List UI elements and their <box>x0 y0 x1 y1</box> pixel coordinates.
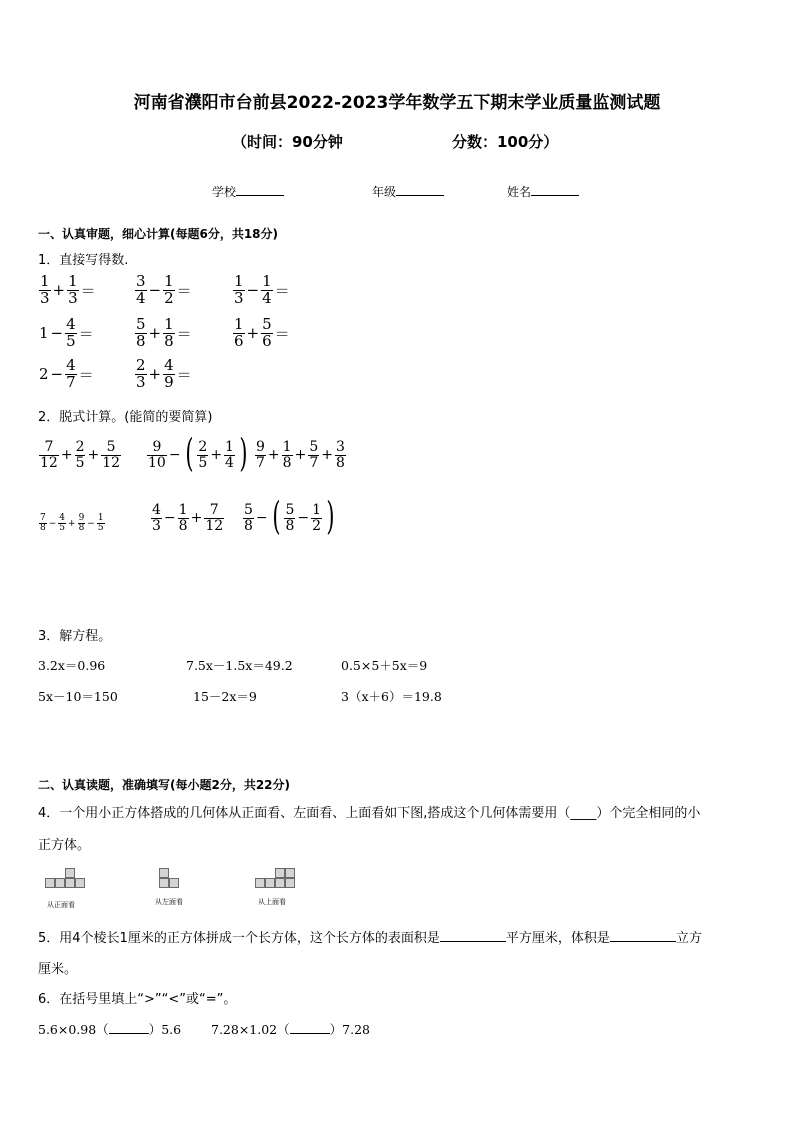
numerator: 9 <box>78 513 85 523</box>
exam-time: （时间：90分钟 <box>232 133 343 151</box>
whole-number: 1 <box>39 324 49 343</box>
equation-2: 7.5x－1.5x＝49.2 <box>186 658 293 673</box>
fraction <box>255 440 266 470</box>
q5-part-b: 平方厘米，体积是 <box>505 931 610 946</box>
numerator: 5 <box>106 439 116 455</box>
numerator: 1 <box>178 502 188 518</box>
q1-expression <box>232 317 291 350</box>
fraction <box>163 274 175 307</box>
operator: + <box>294 447 307 464</box>
numerator: 4 <box>164 356 174 374</box>
q6-item-1-right: ）5.6 <box>148 1022 182 1037</box>
equation-4: 5x－10＝150 <box>38 689 118 704</box>
denominator: 2 <box>312 517 322 534</box>
denominator: 5 <box>97 523 104 534</box>
left-view-figure <box>157 864 181 892</box>
q1-expression <box>38 274 97 307</box>
page-title: 河南省濮阳市台前县2022-2023学年数学五下期末学业质量监测试题 <box>133 93 661 113</box>
fraction <box>284 503 295 533</box>
equation-5: 15－2x＝9 <box>193 689 257 704</box>
q6-blank-1[interactable] <box>109 1021 149 1034</box>
numerator: 2 <box>136 356 146 374</box>
q5-area-blank[interactable] <box>440 929 506 942</box>
whole-number: 2 <box>39 365 49 384</box>
fraction <box>178 503 189 533</box>
denominator: 4 <box>262 288 272 307</box>
denominator: 3 <box>152 517 161 534</box>
fraction <box>151 503 162 533</box>
denominator: 7 <box>66 372 76 391</box>
q2-expression <box>150 503 225 533</box>
q6-blank-2[interactable] <box>290 1021 330 1034</box>
school-label: 学校 <box>212 185 237 199</box>
equals-sign: ＝ <box>176 365 192 384</box>
operator: + <box>321 447 333 464</box>
equation-1: 3.2x＝0.96 <box>38 658 106 673</box>
q1-expression <box>38 358 95 391</box>
fraction <box>39 274 51 307</box>
operator: − <box>297 510 310 526</box>
equals-sign: ＝ <box>78 365 94 384</box>
operator: + <box>190 510 203 527</box>
denominator: 2 <box>164 288 174 307</box>
numerator: 1 <box>164 272 174 290</box>
fraction <box>39 440 59 470</box>
q4-text-cont: 正方体。 <box>38 838 91 853</box>
numerator: 9 <box>256 439 265 455</box>
denominator: 8 <box>285 517 295 534</box>
numerator: 5 <box>136 315 146 333</box>
q1-expression <box>134 358 193 391</box>
q4-text: 4．一个用小正方体搭成的几何体从正面看、左面看、上面看如下图,搭成这个几何体需要用（____）个完全相同的小 <box>38 806 701 821</box>
top-view-figure <box>253 864 297 892</box>
numerator: 3 <box>335 439 345 455</box>
denominator: 8 <box>40 523 46 534</box>
q2-expression <box>38 514 106 534</box>
fraction <box>65 317 77 350</box>
equation-3: 0.5×5＋5x＝9 <box>341 658 428 673</box>
fraction <box>97 514 105 534</box>
denominator: 5 <box>75 454 85 471</box>
right-paren: ) <box>326 494 335 538</box>
top-view-label: 从上面看 <box>258 898 286 906</box>
operator: + <box>148 324 162 343</box>
left-paren: ( <box>271 494 281 538</box>
fraction <box>39 514 47 534</box>
denominator: 3 <box>68 288 78 307</box>
q1-expression <box>38 317 95 350</box>
operator: + <box>52 281 66 300</box>
denominator: 5 <box>198 454 208 471</box>
operator: − <box>87 518 95 529</box>
fraction <box>147 440 167 470</box>
numerator: 4 <box>66 356 76 374</box>
numerator: 1 <box>282 439 292 455</box>
operator: − <box>50 324 64 343</box>
exam-score: 分数：100分） <box>452 133 559 151</box>
numerator: 1 <box>234 272 244 290</box>
numerator: 7 <box>40 513 46 523</box>
q2-expression <box>254 440 347 470</box>
numerator: 1 <box>40 272 50 290</box>
fraction <box>261 274 273 307</box>
name-label: 姓名 <box>507 185 532 199</box>
operator: + <box>87 447 100 464</box>
equals-sign: ＝ <box>176 281 192 300</box>
denominator: 6 <box>262 331 272 350</box>
fraction <box>224 440 235 470</box>
operator: − <box>246 281 260 300</box>
name-blank[interactable] <box>531 183 579 196</box>
q6-item-1 <box>38 1020 181 1038</box>
numerator: 1 <box>68 272 78 290</box>
operator: − <box>168 447 181 463</box>
q1-expression <box>134 274 193 307</box>
denominator: 5 <box>66 331 76 350</box>
fraction <box>65 358 77 391</box>
numerator: 9 <box>152 438 162 455</box>
q6-label: 6．在括号里填上“>”“<”或“=”。 <box>38 992 237 1007</box>
fraction <box>163 358 175 391</box>
denominator: 7 <box>309 454 319 471</box>
numerator: 5 <box>244 501 253 518</box>
fraction <box>163 317 175 350</box>
equation-6: 3（x＋6）＝19.8 <box>341 689 442 704</box>
right-paren: ) <box>239 431 248 475</box>
q1-expression <box>134 317 193 350</box>
equals-sign: ＝ <box>274 281 290 300</box>
grade-label: 年级 <box>372 185 397 199</box>
fraction <box>204 503 224 533</box>
operator: + <box>246 324 260 343</box>
grade-blank[interactable] <box>396 183 444 196</box>
denominator: 7 <box>256 454 265 471</box>
denominator: 12 <box>102 454 121 471</box>
denominator: 4 <box>225 454 234 471</box>
left-paren: ( <box>184 431 194 475</box>
equals-sign: ＝ <box>80 281 96 300</box>
numerator: 2 <box>198 438 208 455</box>
denominator: 8 <box>244 517 253 534</box>
fraction <box>261 317 273 350</box>
numerator: 1 <box>234 315 244 333</box>
grade-field[interactable] <box>372 183 444 200</box>
numerator: 5 <box>262 315 272 333</box>
q6-item-2 <box>211 1020 370 1038</box>
fraction <box>197 440 208 470</box>
q5-part-c: 立方 <box>675 931 702 946</box>
fraction <box>135 358 147 391</box>
fraction <box>282 440 293 470</box>
q2-expression <box>38 440 122 470</box>
denominator: 12 <box>205 517 224 534</box>
fraction <box>233 274 245 307</box>
fraction <box>311 503 322 533</box>
fraction <box>233 317 245 350</box>
operator: − <box>148 281 162 300</box>
name-field[interactable] <box>507 183 579 200</box>
operator: + <box>68 518 76 529</box>
denominator: 3 <box>234 288 244 307</box>
numerator: 1 <box>262 272 272 290</box>
numerator: 1 <box>312 501 322 518</box>
numerator: 7 <box>44 439 54 455</box>
q2-label: 2．脱式计算。(能简的要简算) <box>38 410 213 425</box>
numerator: 7 <box>209 502 219 518</box>
denominator: 8 <box>335 454 345 471</box>
numerator: 4 <box>59 513 66 523</box>
fraction <box>308 440 319 470</box>
q5-text-cont: 厘米。 <box>38 962 78 977</box>
denominator: 5 <box>59 523 66 534</box>
equals-sign: ＝ <box>78 324 94 343</box>
fraction <box>135 274 147 307</box>
fraction <box>335 440 346 470</box>
denominator: 12 <box>40 454 58 471</box>
denominator: 8 <box>136 331 146 350</box>
school-field[interactable] <box>212 183 284 200</box>
q2-expression <box>242 494 338 538</box>
fraction <box>58 514 66 534</box>
numerator: 1 <box>225 438 234 455</box>
fraction <box>135 317 147 350</box>
numerator: 4 <box>66 315 76 333</box>
operator: − <box>48 518 57 529</box>
denominator: 10 <box>148 454 166 471</box>
numerator: 5 <box>309 439 319 455</box>
operator: + <box>267 447 280 464</box>
fraction <box>243 503 254 533</box>
school-blank[interactable] <box>236 183 284 196</box>
q6-item-2-left: 7.28×1.02（ <box>211 1022 290 1037</box>
operator: + <box>148 365 162 384</box>
denominator: 3 <box>136 372 146 391</box>
denominator: 8 <box>78 523 85 534</box>
fraction <box>101 440 121 470</box>
front-view-figure <box>43 864 87 892</box>
fraction <box>78 514 86 534</box>
q6-item-2-right: ）7.28 <box>329 1022 370 1037</box>
q2-expression <box>146 431 251 475</box>
equals-sign: ＝ <box>274 324 290 343</box>
fraction <box>67 274 79 307</box>
q1-expression <box>232 274 291 307</box>
left-view-label: 从左面看 <box>155 898 183 906</box>
denominator: 8 <box>164 331 174 350</box>
numerator: 5 <box>285 501 295 518</box>
denominator: 3 <box>40 288 50 307</box>
section2-heading: 二、认真读题，准确填写(每小题2分，共22分) <box>38 778 291 792</box>
denominator: 6 <box>234 331 244 350</box>
q5-part-a: 5．用4个棱长1厘米的正方体拼成一个长方体，这个长方体的表面积是 <box>38 931 440 946</box>
q1-label: 1．直接写得数. <box>38 253 129 268</box>
denominator: 4 <box>136 288 146 307</box>
q6-item-1-left: 5.6×0.98（ <box>38 1022 109 1037</box>
numerator: 2 <box>75 439 85 455</box>
q5-volume-blank[interactable] <box>610 929 676 942</box>
numerator: 1 <box>164 315 174 333</box>
operator: − <box>163 510 176 527</box>
denominator: 8 <box>282 454 292 471</box>
equals-sign: ＝ <box>176 324 192 343</box>
fraction <box>75 440 86 470</box>
operator: + <box>210 447 223 463</box>
denominator: 8 <box>178 517 188 534</box>
q5-text <box>38 927 702 946</box>
operator: − <box>50 365 64 384</box>
q3-label: 3．解方程。 <box>38 629 112 644</box>
front-view-label: 从正面看 <box>47 901 75 909</box>
operator: + <box>60 447 73 464</box>
numerator: 1 <box>97 513 104 523</box>
numerator: 3 <box>136 272 146 290</box>
operator: − <box>255 510 268 526</box>
numerator: 4 <box>152 502 161 518</box>
denominator: 9 <box>164 372 174 391</box>
section1-heading: 一、认真审题，细心计算(每题6分，共18分) <box>38 227 279 241</box>
